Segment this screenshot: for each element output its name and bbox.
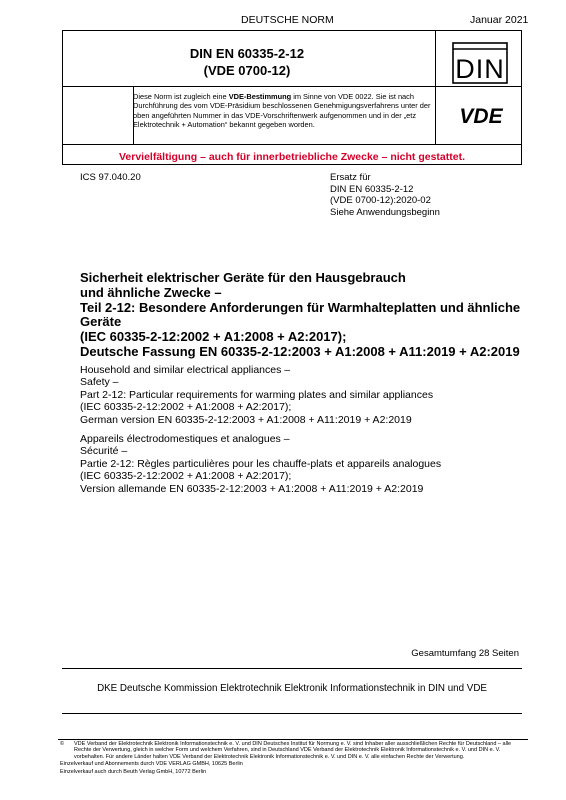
copyright-rule [58,739,528,740]
vde-note-after: im Sinne von VDE 0022. Sie ist nach Durchführung des vom VDE-Präsidium beschlossenen Genehmigungsverfahrens unter der oben angeführten Nummer in das VDE-Vorschriftenwerk aufgenommen und in der „etz Elektrotechnik + Automation“ bekannt gegeben worden. [133,92,431,129]
sales-vde-verlag: Einzelverkauf und Abonnements durch VDE VERLAG GMBH, 10625 Berlin [60,760,243,767]
title-en-line: (IEC 60335-2-12:2002 + A1:2008 + A2:2017); [80,401,292,414]
title-de-line: und ähnliche Zwecke – [80,284,222,300]
title-fr-line: Sécurité – [80,445,128,458]
see-start-date: Siehe Anwendungsbeginn [330,206,440,218]
footer-top-rule [62,668,522,669]
title-box-divider [62,86,522,87]
copyright-text: VDE Verband der Elektrotechnik Elektronik Informationstechnik e. V. und DIN Deutsches Institut für Normung e. V. sind Inhaber aller ausschließlichen Rechte für Deutschland – alle Rechte der Verwertung, gleich in welcher Form und welchem Verfahren, sind in Deutschland VDE Verband der Elektrotechnik Elektronik Informationstechnik e. V. und DIN e. V. vorbehalten. Für andere Länder halten VDE Verband der Elektrotechnik Elektronik Informationstechnik e. V. und DIN e. V. alle einfachen Rechte der Verwertung. [74,741,512,760]
vde-note-bold: VDE-Bestimmung [228,92,292,101]
replaced-standard-vde: (VDE 0700-12):2020-02 [330,195,431,207]
standard-type-label: DEUTSCHE NORM [241,14,334,26]
title-en-line: Part 2-12: Particular requirements for warming plates and similar appliances [80,388,434,401]
title-de-line: Deutsche Fassung EN 60335-2-12:2003 + A1:2008 + A11:2019 + A2:2019 [80,343,520,359]
replaced-standard: DIN EN 60335-2-12 [330,183,414,195]
title-fr-line: Partie 2-12: Règles particulières pour les chauffe-plats et appareils analogues [80,457,442,470]
replaces-label: Ersatz für [330,172,371,183]
document-number-vde: (VDE 0700-12) [203,63,291,78]
vde-logo-text: VDE [459,105,503,126]
din-logo-text: DIN [455,54,505,84]
title-german [80,271,525,360]
din-logo [452,42,508,84]
copyright-notice [60,741,530,760]
copyright-block [60,741,530,776]
title-box-bottom-rule [62,144,522,145]
publication-date: Januar 2021 [470,14,529,26]
total-pages: Gesamtumfang 28 Seiten [411,648,519,659]
vde-note-before: Diese Norm ist zugleich eine [133,92,229,101]
title-en-line: German version EN 60335-2-12:2003 + A1:2008 + A11:2019 + A2:2019 [80,413,412,426]
title-french [80,433,525,495]
vde-logo [450,104,512,126]
title-en-line: Safety – [80,376,119,389]
title-fr-line: Version allemande EN 60335-2-12:2003 + A1:2008 + A11:2019 + A2:2019 [80,482,424,495]
title-fr-line: (IEC 60335-2-12:2002 + A1:2008 + A2:2017); [80,470,292,483]
title-de-line: Sicherheit elektrischer Geräte für den Hausgebrauch [80,270,406,285]
title-fr-line: Appareils électrodomestiques et analogues – [80,433,290,445]
sales-beuth-verlag: Einzelverkauf auch durch Beuth Verlag GmbH, 10772 Berlin [60,768,207,775]
replaces-block [330,172,440,218]
footer-mid-rule [62,713,522,714]
title-de-line: Teil 2-12: Besondere Anforderungen für Warmhalteplatten und ähnliche [80,299,521,315]
document-number-din: DIN EN 60335-2-12 [189,46,305,61]
title-de-line: Geräte [80,314,122,330]
title-de-line: (IEC 60335-2-12:2002 + A1:2008 + A2:2017); [80,329,347,345]
ics-code: ICS 97.040.20 [80,172,141,183]
dke-commission: DKE Deutsche Kommission Elektrotechnik Elektronik Informationstechnik in DIN und VDE [97,683,487,694]
title-english [80,364,525,426]
document-number [62,45,432,79]
vde-regulation-note [133,92,435,129]
reproduction-notice: Vervielfältigung – auch für innerbetriebliche Zwecke – nicht gestattet. [118,151,465,163]
logo-column-divider [435,30,436,144]
copyright-symbol: © [60,741,65,747]
title-en-line: Household and similar electrical appliances – [80,364,291,376]
